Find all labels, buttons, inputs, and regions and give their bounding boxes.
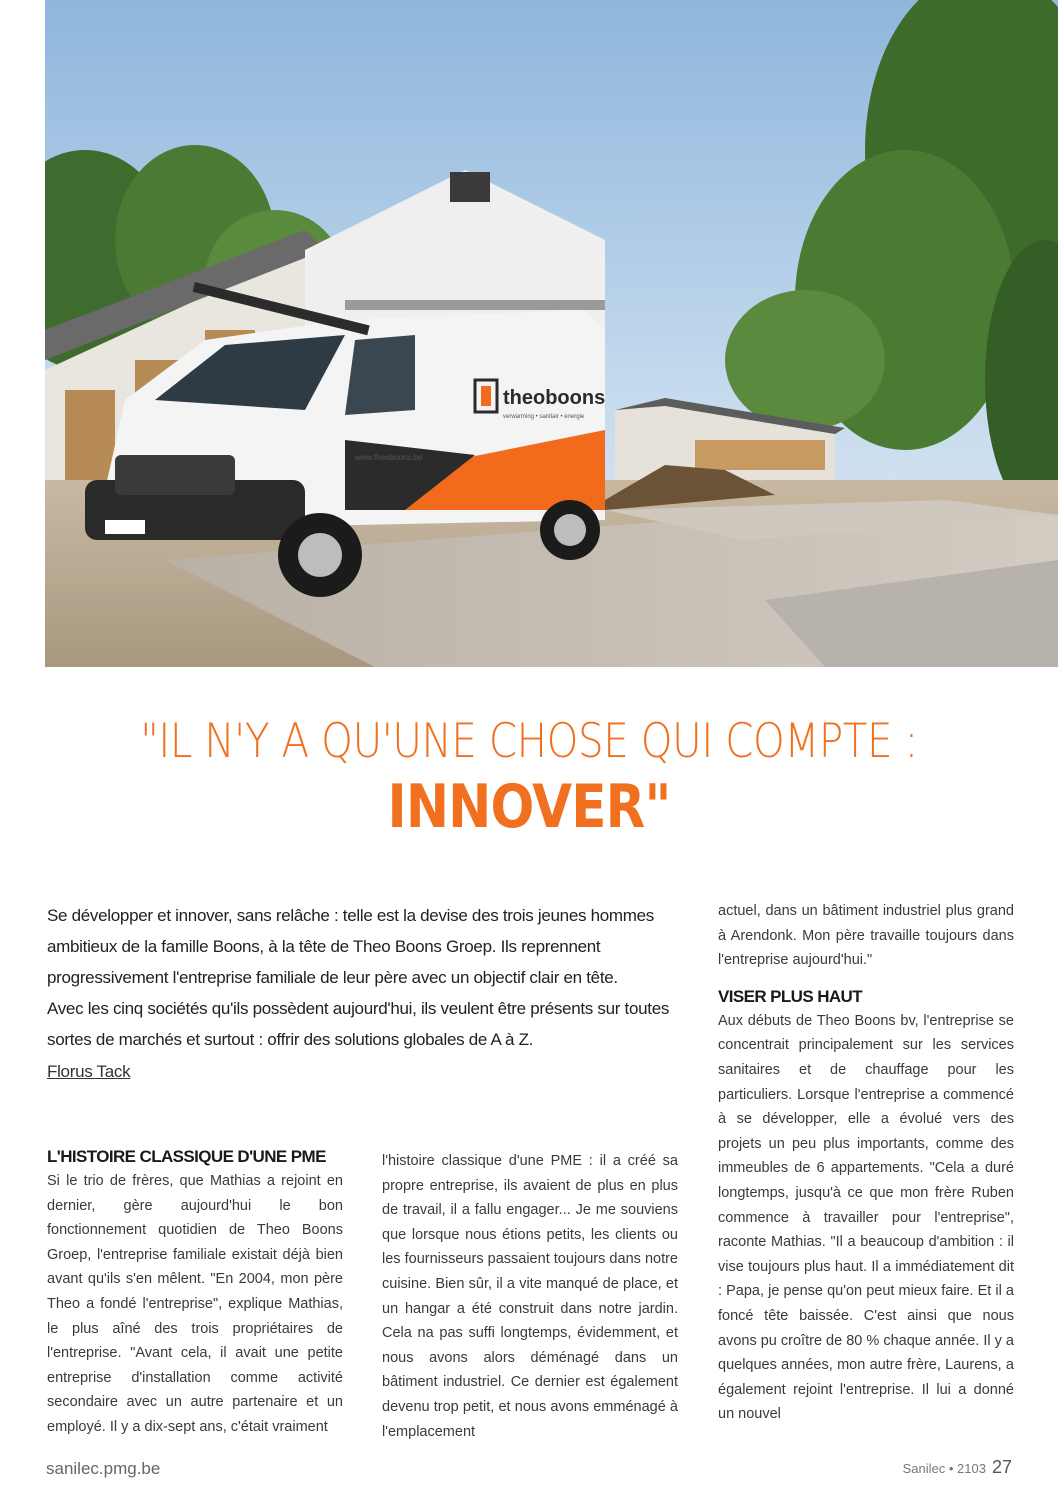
- article-title: [0, 712, 1058, 842]
- issue-label: Sanilec • 2103: [902, 1461, 986, 1476]
- author-byline[interactable]: Florus Tack: [47, 1062, 131, 1081]
- van-tagline-text: verwarming • sanitair • energie: [503, 414, 585, 420]
- van-brand-text: theoboons: [503, 387, 606, 409]
- intro-line: progressivement l'entreprise familiale de leur père avec un objectif clair en tête.: [47, 968, 618, 987]
- van-url-text: www.theoboons.be: [355, 453, 423, 462]
- page-number: 27: [991, 1457, 1012, 1477]
- van-construction-site-image: [45, 0, 1058, 667]
- body-paragraph: Si le trio de frères, que Mathias a rejoint en dernier, gère aujourd'hui le bon fonctionnement quotidien de Theo Boons Groep, l'entreprise familiale existait déjà bien avant qu'ils s'en mêlent. "En 2004, mon père Theo a fondé l'entreprise", explique Mathias, le plus aîné des trois propriétaires de l'entreprise. "Avant cela, il avait une petite entreprise d'installation comme activité secondaire avec un autre partenaire et un employé. Il y a dix-sept ans, c'était vraiment: [47, 1173, 343, 1435]
- body-paragraph: Aux débuts de Theo Boons bv, l'entreprise se concentrait principalement sur les services sanitaires et de chauffage pour les particuliers. Lorsque l'entreprise a commencé à se développer, elle a évolué vers des projets un peu plus importants, comme des immeubles de 6 appartements. "Cela a duré longtemps, jusqu'à ce que mon frère Ruben commence à travailler pour l'entreprise", raconte Mathias. "Il a beaucoup d'ambition : il vise toujours plus haut. Il a immédiatement dit : Papa, je pense qu'on peut mieux faire. Et il a foncé tête baissée. C'est ainsi que nous avons pu croître de 80 % chaque année. Il y a quelques années, mon autre frère, Laurens, a également rejoint l'entreprise. Il lui a donné un nouvel: [718, 1012, 1014, 1423]
- title-line-1: "IL N'Y A QU'UNE CHOSE QUI COMPTE :: [140, 714, 918, 769]
- footer-issue-info: [903, 1457, 1012, 1478]
- footer-site-link[interactable]: sanilec.pmg.be: [46, 1459, 161, 1478]
- intro-line: Se développer et innover, sans relâche : telle est la devise des trois jeunes hommes: [47, 906, 654, 925]
- body-paragraph: actuel, dans un bâtiment industriel plus grand à Arendonk. Mon père travaille toujours dans l'entreprise aujourd'hui.": [718, 903, 1014, 969]
- hero-photo: [45, 0, 1058, 667]
- article-column-3: [718, 899, 1014, 1427]
- intro-line: sortes de marchés et surtout : offrir des solutions globales de A à Z.: [47, 1030, 534, 1049]
- section-heading: VISER PLUS HAUT: [718, 986, 863, 1006]
- section-heading: L'HISTOIRE CLASSIQUE D'UNE PME: [47, 1147, 326, 1166]
- article-column-2: [382, 1149, 678, 1444]
- intro-line: ambitieux de la famille Boons, à la tête de Theo Boons Groep. Ils reprennent: [47, 937, 601, 956]
- title-line-2: INNOVER": [387, 772, 671, 842]
- article-column-1: [47, 1145, 343, 1440]
- intro-line: Avec les cinq sociétés qu'ils possèdent aujourd'hui, ils veulent être présents sur toutes: [47, 999, 670, 1018]
- body-paragraph: l'histoire classique d'une PME : il a créé sa propre entreprise, ils avaient de plus en plus de travail, il a fallu engager... Je me souviens que lorsque nous étions petits, les clients ou les fournisseurs passaient toujours dans notre cuisine. Bien sûr, il a vite manqué de place, et un hangar a été construit dans notre jardin. Cela na pas suffi longtemps, évidemment, et nous avons alors déménagé dans un bâtiment industriel. Ce dernier est également devenu trop petit, et nous avons emménagé à l'emplacement: [382, 1153, 678, 1440]
- intro-lede: [47, 900, 687, 1055]
